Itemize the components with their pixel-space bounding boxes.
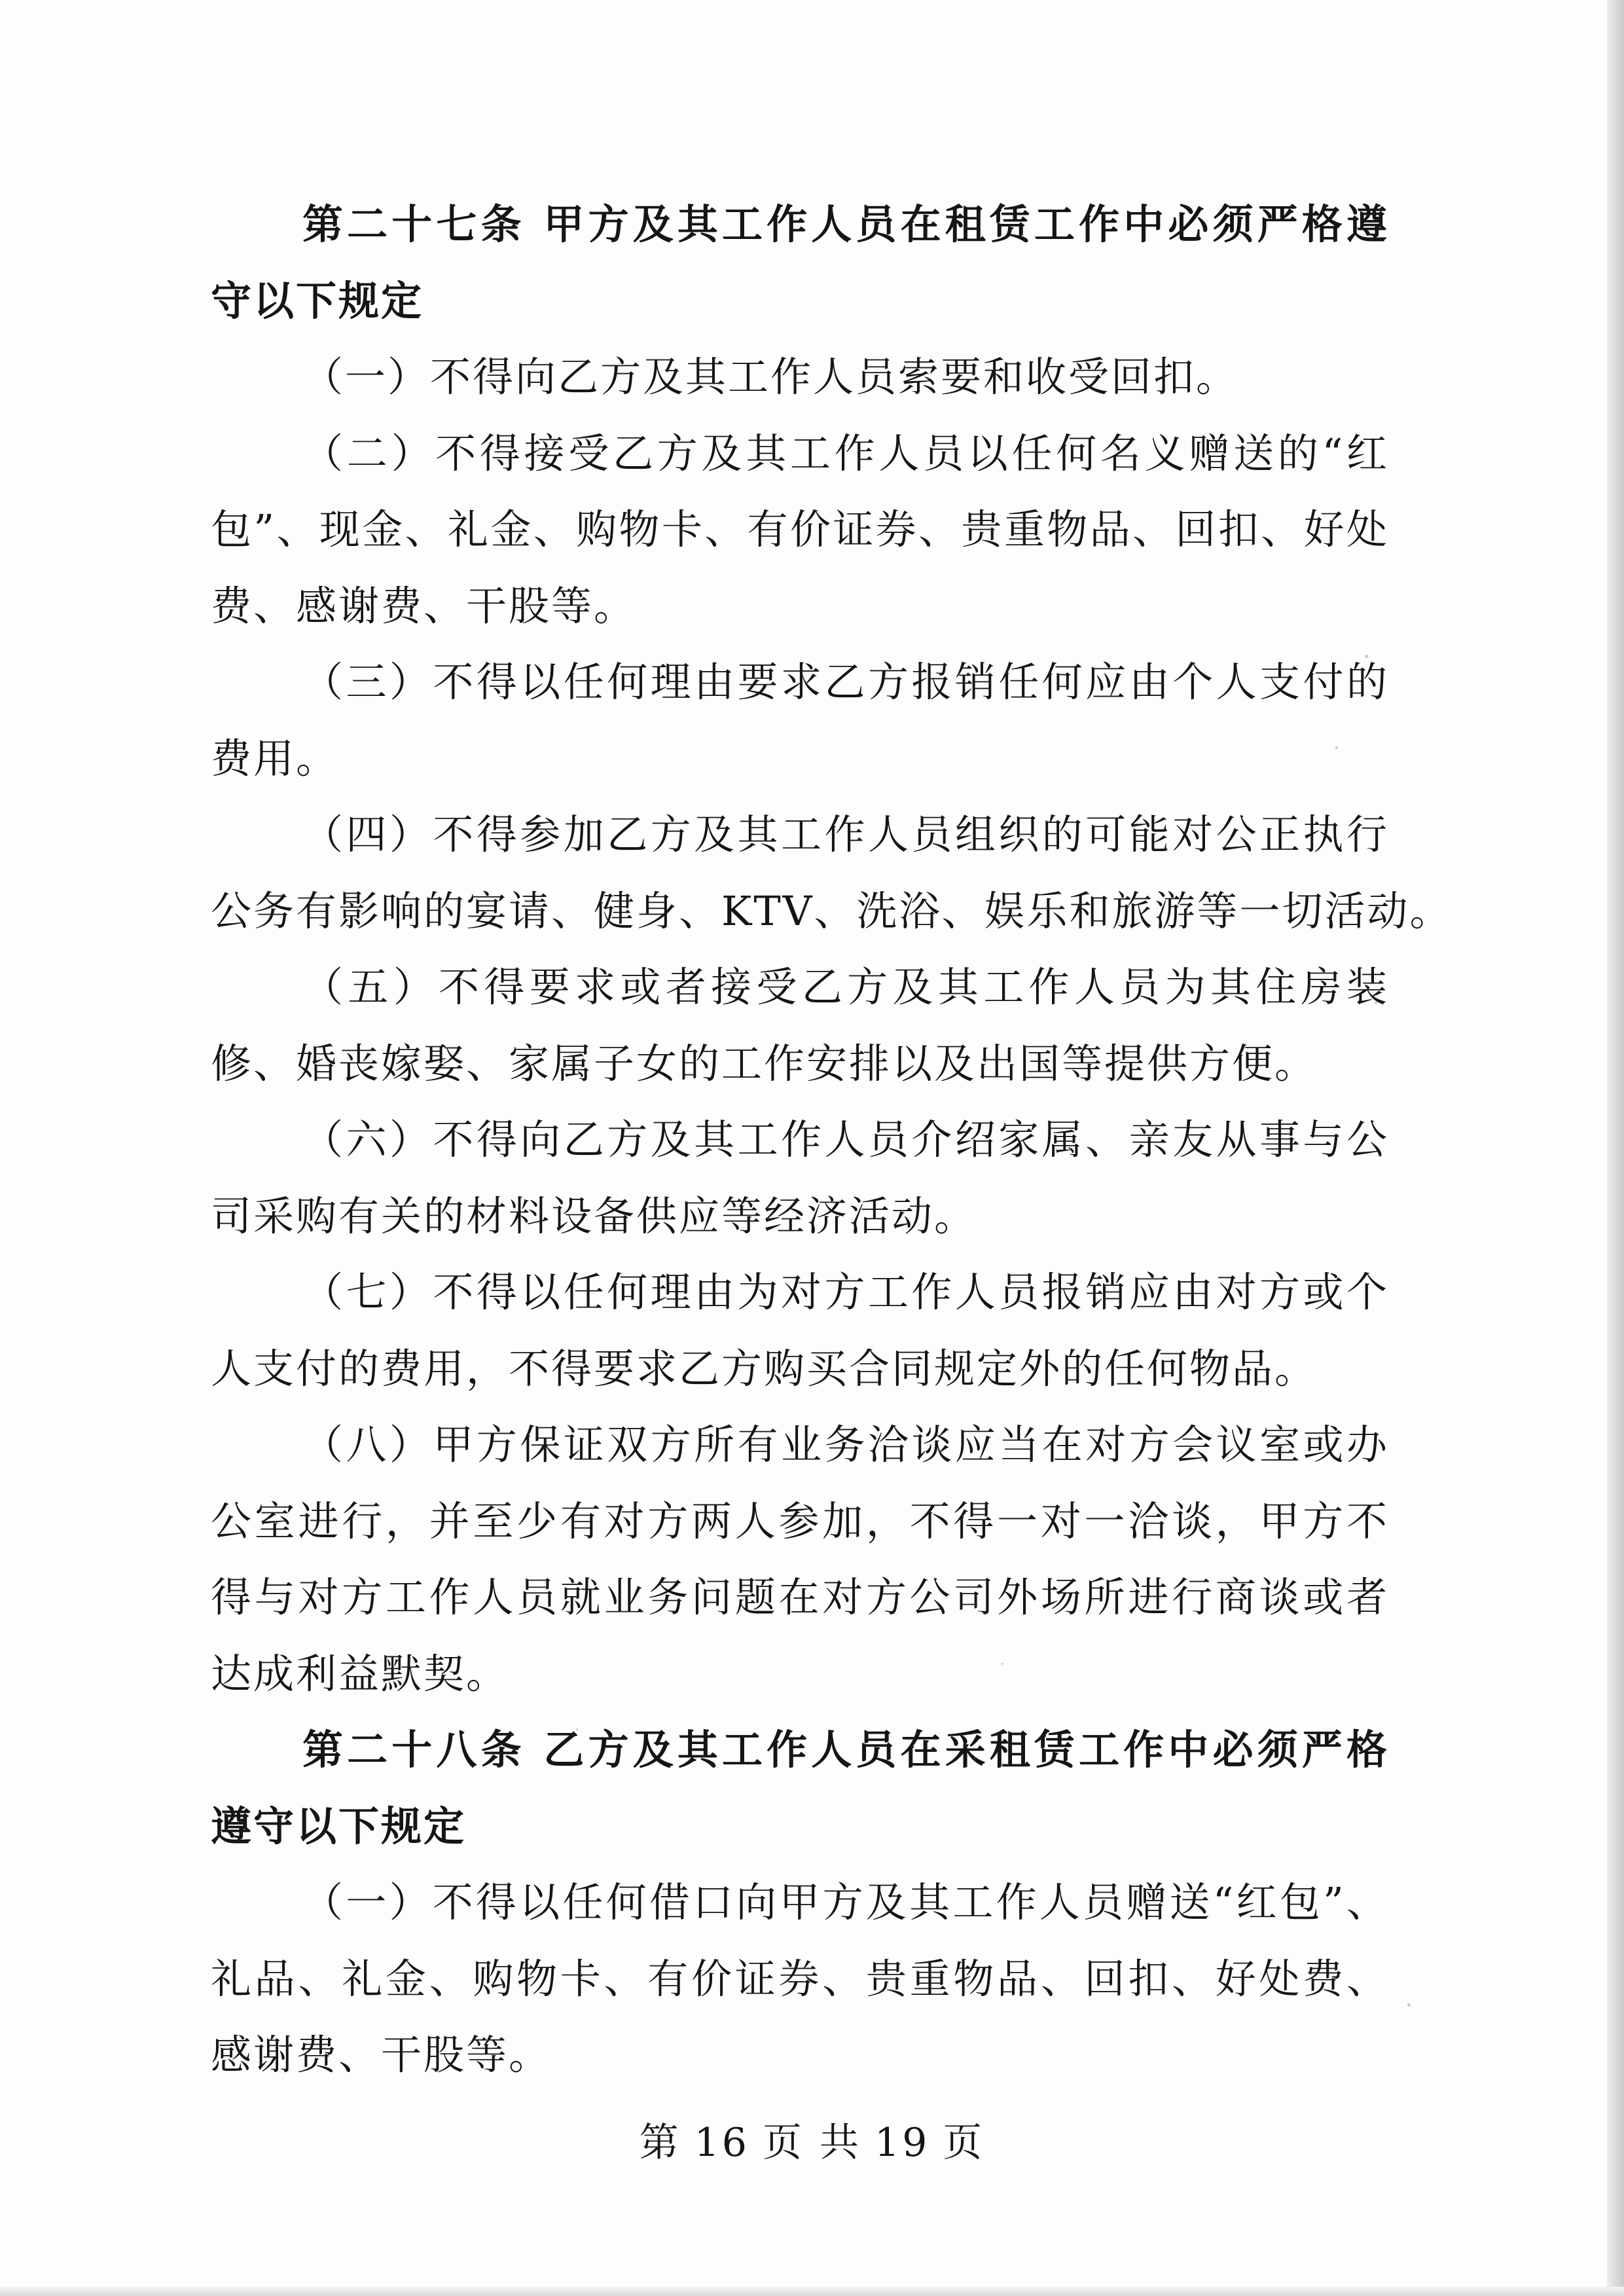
article-27-item-3: （三）不得以任何理由要求乙方报销任何应由个人支付的 [302,658,1389,706]
scan-shadow-bottom [0,2287,1624,2296]
article-27-item-8-cont: 达成利益默契。 [211,1649,509,1698]
article-27-item-6-cont: 司采购有关的材料设备供应等经济活动。 [211,1192,977,1240]
article-27-item-4: （四）不得参加乙方及其工作人员组织的可能对公正执行 [302,811,1389,858]
scan-speck [1407,2003,1411,2007]
article-27-item-8-cont: 公室进行，并至少有对方两人参加，不得一对一洽谈，甲方不 [211,1497,1389,1545]
article-28-item-1-cont: 礼品、礼金、购物卡、有价证券、贵重物品、回扣、好处费、 [211,1954,1389,2003]
article-27-item-5: （五）不得要求或者接受乙方及其工作人员为其住房装 [302,963,1389,1011]
article-27-item-4-cont: 公务有影响的宴请、健身、KTV、洗浴、娱乐和旅游等一切活动。 [211,886,1453,935]
document-body [211,187,1453,2094]
article-27-item-8: （八）甲方保证双方所有业务洽谈应当在对方会议室或办 [302,1421,1389,1468]
article-27-item-5-cont: 修、婚丧嫁娶、家属子女的工作安排以及出国等提供方便。 [211,1039,1318,1087]
article-28-heading: 第二十八条 乙方及其工作人员在采租赁工作中必须严格 [302,1726,1389,1774]
article-27-item-8-cont: 得与对方工作人员就业务问题在对方公司外场所进行商谈或者 [211,1573,1389,1621]
total-page-count: 19 [875,2120,930,2166]
article-27-item-3-cont: 费用。 [211,734,339,782]
article-27-item-2-cont: 费、感谢费、干股等。 [211,581,637,630]
article-28-heading-cont: 遵守以下规定 [211,1802,467,1850]
article-27-item-7-cont: 人支付的费用，不得要求乙方购买合同规定外的任何物品。 [211,1344,1318,1393]
article-27-item-7: （七）不得以任何理由为对方工作人员报销应由对方或个 [302,1268,1389,1316]
article-27-item-6: （六）不得向乙方及其工作人员介绍家属、亲友从事与公 [302,1116,1389,1163]
article-28-item-1: （一）不得以任何借口向甲方及其工作人员赠送“红包”、 [302,1878,1389,1926]
scan-shadow-right [1607,0,1624,2296]
article-27-item-2-cont: 包”、现金、礼金、购物卡、有价证券、贵重物品、回扣、好处 [211,505,1389,553]
current-page-number: 16 [694,2120,749,2166]
article-27-heading-cont: 守以下规定 [211,276,424,325]
article-28-item-1-cont: 感谢费、干股等。 [211,2031,552,2079]
article-27-item-1: （一）不得向乙方及其工作人员索要和收受回扣。 [302,353,1239,401]
article-27-heading: 第二十七条 甲方及其工作人员在租赁工作中必须严格遵 [302,200,1389,248]
page-number-footer: 第 16 页 共 19 页 [639,2120,985,2166]
article-27-item-2: （二）不得接受乙方及其工作人员以任何名义赠送的“红 [302,429,1389,477]
